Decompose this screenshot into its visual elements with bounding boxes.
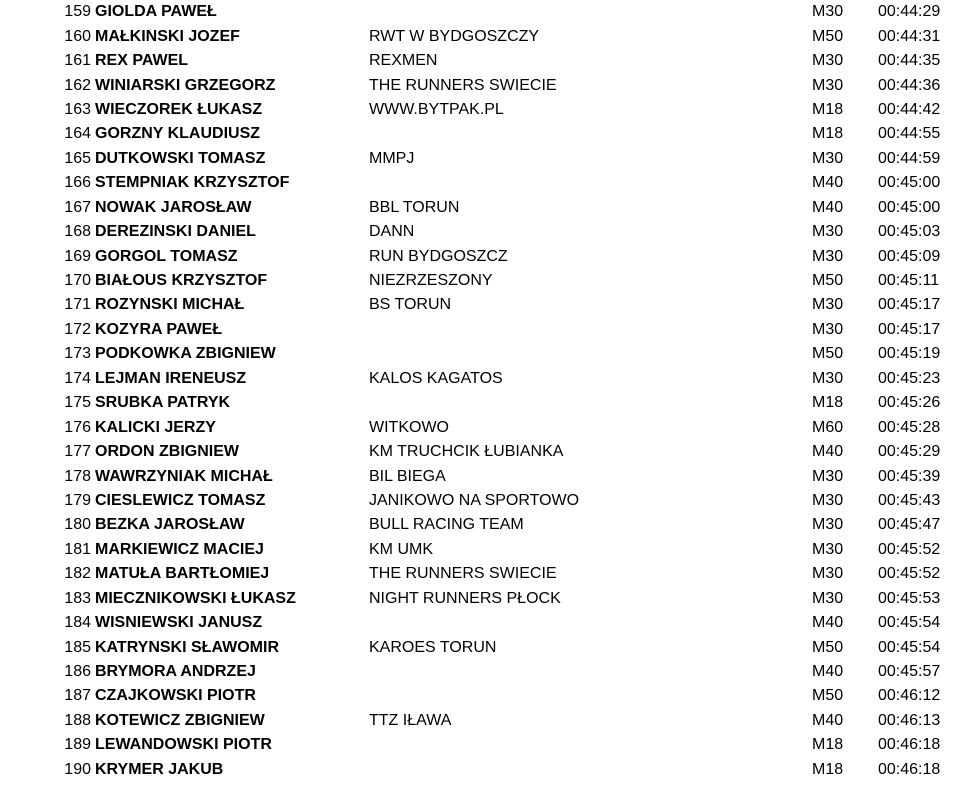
place-cell xyxy=(0,444,91,460)
place-cell xyxy=(0,615,91,631)
place-value: 168 xyxy=(64,224,91,241)
place-cell xyxy=(0,322,91,338)
place-value: 165 xyxy=(64,150,91,167)
table-row xyxy=(0,98,960,122)
table-row xyxy=(0,513,960,537)
place-cell xyxy=(0,53,91,69)
time-cell: 00:45:54 xyxy=(878,639,941,656)
runner-name-cell: WAWRZYNIAK MICHAŁ xyxy=(95,468,273,485)
runner-name-cell: WIECZOREK ŁUKASZ xyxy=(95,101,263,118)
table-row xyxy=(0,562,960,586)
time-cell: 00:45:43 xyxy=(878,492,941,509)
club-cell: JANIKOWO NA SPORTOWO xyxy=(369,492,580,509)
place-value: 172 xyxy=(64,321,91,338)
category-cell: M30 xyxy=(812,53,844,70)
time-cell: 00:45:23 xyxy=(878,370,941,387)
place-value: 173 xyxy=(64,346,91,363)
table-row xyxy=(0,660,960,684)
category-cell: M30 xyxy=(812,590,844,607)
time-cell: 00:45:26 xyxy=(878,395,941,412)
table-row xyxy=(0,49,960,73)
table-row xyxy=(0,489,960,513)
time-cell: 00:45:54 xyxy=(878,615,941,632)
runner-name-cell: CZAJKOWSKI PIOTR xyxy=(95,688,256,705)
category-cell: M30 xyxy=(812,468,844,485)
runner-name-cell: MAŁKIŃSKI JÓZEF xyxy=(95,28,240,45)
place-value: 182 xyxy=(64,566,91,583)
place-value: 186 xyxy=(64,664,91,681)
place-value: 179 xyxy=(64,492,91,509)
place-cell xyxy=(0,249,91,265)
table-row xyxy=(0,611,960,635)
runner-name-cell: BIAŁOUS KRZYSZTOF xyxy=(95,273,268,290)
club-cell: DANN xyxy=(369,224,415,241)
table-row xyxy=(0,758,960,782)
place-cell xyxy=(0,29,91,45)
table-row xyxy=(0,171,960,195)
table-row xyxy=(0,24,960,48)
time-cell: 00:46:12 xyxy=(878,688,941,705)
category-cell: M30 xyxy=(812,541,844,558)
place-cell xyxy=(0,664,91,680)
place-cell xyxy=(0,371,91,387)
time-cell: 00:45:00 xyxy=(878,199,941,216)
table-row xyxy=(0,196,960,220)
time-cell: 00:45:52 xyxy=(878,566,941,583)
place-cell xyxy=(0,469,91,485)
place-cell xyxy=(0,420,91,436)
category-cell: M30 xyxy=(812,321,844,338)
table-row xyxy=(0,440,960,464)
table-row xyxy=(0,464,960,488)
runner-name-cell: ŚRUBKA PATRYK xyxy=(95,395,231,412)
runner-name-cell: NOWAK JAROSŁAW xyxy=(95,199,252,216)
club-cell: BBL TORUŃ xyxy=(369,199,460,216)
category-cell: M18 xyxy=(812,101,844,118)
place-value: 169 xyxy=(64,248,91,265)
time-cell: 00:45:09 xyxy=(878,248,941,265)
runner-name-cell: MIECZNIKOWSKI ŁUKASZ xyxy=(95,590,296,607)
place-value: 177 xyxy=(64,444,91,461)
place-value: 187 xyxy=(64,688,91,705)
place-cell xyxy=(0,591,91,607)
club-cell: KAROES TORUŃ xyxy=(369,639,497,656)
runner-name-cell: KOTEWICZ ZBIGNIEW xyxy=(95,712,265,729)
club-cell: WWW.BYTPAK.PL xyxy=(369,101,504,118)
place-value: 163 xyxy=(64,101,91,118)
place-cell xyxy=(0,200,91,216)
place-cell xyxy=(0,102,91,118)
table-row xyxy=(0,391,960,415)
runner-name-cell: DEREZIŃSKI DANIEL xyxy=(95,224,256,241)
runner-name-cell: KALICKI JERZY xyxy=(95,419,216,436)
place-value: 174 xyxy=(64,370,91,387)
table-row xyxy=(0,244,960,268)
runner-name-cell: WIŚNIEWSKI JANUSZ xyxy=(95,615,263,632)
category-cell: M40 xyxy=(812,199,844,216)
runner-name-cell: ORDON ZBIGNIEW xyxy=(95,444,239,461)
place-value: 188 xyxy=(64,712,91,729)
time-cell: 00:46:13 xyxy=(878,712,941,729)
category-cell: M40 xyxy=(812,712,844,729)
category-cell: M50 xyxy=(812,346,844,363)
time-cell: 00:44:35 xyxy=(878,53,941,70)
place-cell xyxy=(0,517,91,533)
club-cell: RWT W BYDGOSZCZY xyxy=(369,28,540,45)
category-cell: M30 xyxy=(812,297,844,314)
time-cell: 00:45:19 xyxy=(878,346,941,363)
runner-name-cell: RÓŻYŃSKI MICHAŁ xyxy=(95,297,245,314)
place-value: 183 xyxy=(64,590,91,607)
place-cell xyxy=(0,224,91,240)
time-cell: 00:44:42 xyxy=(878,101,941,118)
place-cell xyxy=(0,640,91,656)
time-cell: 00:44:31 xyxy=(878,28,941,45)
table-row xyxy=(0,147,960,171)
club-cell: THE RUNNERS ŚWIECIE xyxy=(369,566,557,583)
runner-name-cell: BRYMORA ANDRZEJ xyxy=(95,664,256,681)
place-value: 185 xyxy=(64,639,91,656)
category-cell: M50 xyxy=(812,688,844,705)
category-cell: M30 xyxy=(812,370,844,387)
club-cell: BS TORUŃ xyxy=(369,297,452,314)
table-row xyxy=(0,709,960,733)
runner-name-cell: LEJMAN IRENEUSZ xyxy=(95,370,247,387)
table-row xyxy=(0,635,960,659)
table-row xyxy=(0,367,960,391)
club-cell: KM TRUCHCIK ŁUBIANKA xyxy=(369,444,564,461)
place-cell xyxy=(0,566,91,582)
place-value: 166 xyxy=(64,175,91,192)
runner-name-cell: CIEŚLEWICZ TOMASZ xyxy=(95,492,266,509)
place-cell xyxy=(0,688,91,704)
runner-name-cell: LEWANDOWSKI PIOTR xyxy=(95,737,272,754)
place-cell xyxy=(0,273,91,289)
category-cell: M30 xyxy=(812,248,844,265)
club-cell: NIEZRZESZONY xyxy=(369,273,493,290)
table-row xyxy=(0,538,960,562)
table-row xyxy=(0,318,960,342)
table-row xyxy=(0,0,960,24)
place-cell xyxy=(0,151,91,167)
club-cell: BIL BIEGA xyxy=(369,468,446,485)
table-row xyxy=(0,122,960,146)
table-row xyxy=(0,733,960,757)
club-cell: MMPJ xyxy=(369,150,415,167)
place-cell xyxy=(0,78,91,94)
category-cell: M30 xyxy=(812,566,844,583)
place-value: 160 xyxy=(64,28,91,45)
place-cell xyxy=(0,737,91,753)
runner-name-cell: BEZKA JAROSŁAW xyxy=(95,517,245,534)
category-cell: M50 xyxy=(812,639,844,656)
runner-name-cell: WINIARSKI GRZEGORZ xyxy=(95,77,276,94)
time-cell: 00:45:17 xyxy=(878,297,941,314)
place-value: 181 xyxy=(64,541,91,558)
place-cell xyxy=(0,4,91,20)
runner-name-cell: KATRYŃSKI SŁAWOMIR xyxy=(95,639,279,656)
table-row xyxy=(0,587,960,611)
time-cell: 00:45:52 xyxy=(878,541,941,558)
table-row xyxy=(0,220,960,244)
table-row xyxy=(0,73,960,97)
place-cell xyxy=(0,175,91,191)
table-row xyxy=(0,342,960,366)
time-cell: 00:46:18 xyxy=(878,737,941,754)
time-cell: 00:45:47 xyxy=(878,517,941,534)
time-cell: 00:45:39 xyxy=(878,468,941,485)
category-cell: M40 xyxy=(812,444,844,461)
category-cell: M30 xyxy=(812,492,844,509)
time-cell: 00:45:57 xyxy=(878,664,941,681)
table-row xyxy=(0,269,960,293)
category-cell: M30 xyxy=(812,224,844,241)
place-value: 170 xyxy=(64,273,91,290)
category-cell: M30 xyxy=(812,77,844,94)
table-row xyxy=(0,684,960,708)
time-cell: 00:44:36 xyxy=(878,77,941,94)
place-cell xyxy=(0,713,91,729)
place-value: 167 xyxy=(64,199,91,216)
place-cell xyxy=(0,126,91,142)
time-cell: 00:45:28 xyxy=(878,419,941,436)
runner-name-cell: REX PAWEL xyxy=(95,53,189,70)
place-value: 176 xyxy=(64,419,91,436)
club-cell: NIGHT RUNNERS PŁOCK xyxy=(369,590,561,607)
category-cell: M18 xyxy=(812,126,844,143)
table-row xyxy=(0,415,960,439)
time-cell: 00:46:18 xyxy=(878,761,941,778)
runner-name-cell: PODKÓWKA ZBIGNIEW xyxy=(95,346,276,363)
runner-name-cell: MARKIEWICZ MACIEJ xyxy=(95,541,264,558)
time-cell: 00:45:03 xyxy=(878,224,941,241)
place-value: 171 xyxy=(64,297,91,314)
time-cell: 00:45:29 xyxy=(878,444,941,461)
time-cell: 00:45:11 xyxy=(878,273,940,290)
place-value: 164 xyxy=(64,126,91,143)
place-cell xyxy=(0,762,91,778)
category-cell: M60 xyxy=(812,419,844,436)
time-cell: 00:45:53 xyxy=(878,590,941,607)
place-value: 161 xyxy=(64,53,91,70)
club-cell: BULL RACING TEAM xyxy=(369,517,524,534)
place-value: 190 xyxy=(64,761,91,778)
place-cell xyxy=(0,297,91,313)
club-cell: WITKOWO xyxy=(369,419,449,436)
place-cell xyxy=(0,542,91,558)
club-cell: TTZ IŁAWA xyxy=(369,712,452,729)
category-cell: M40 xyxy=(812,175,844,192)
category-cell: M30 xyxy=(812,517,844,534)
category-cell: M18 xyxy=(812,737,844,754)
club-cell: KM UMK xyxy=(369,541,433,558)
place-value: 159 xyxy=(64,4,91,21)
runner-name-cell: KRYMER JAKUB xyxy=(95,761,224,778)
place-cell xyxy=(0,493,91,509)
runner-name-cell: DUTKOWSKI TOMASZ xyxy=(95,150,266,167)
time-cell: 00:45:00 xyxy=(878,175,941,192)
category-cell: M30 xyxy=(812,4,844,21)
place-value: 189 xyxy=(64,737,91,754)
place-value: 184 xyxy=(64,615,91,632)
time-cell: 00:44:29 xyxy=(878,4,941,21)
time-cell: 00:44:59 xyxy=(878,150,941,167)
club-cell: RUN BYDGOSZCZ xyxy=(369,248,508,265)
runner-name-cell: GIOLDA PAWEŁ xyxy=(95,4,217,21)
club-cell: THE RUNNERS ŚWIECIE xyxy=(369,77,557,94)
category-cell: M30 xyxy=(812,150,844,167)
category-cell: M50 xyxy=(812,28,844,45)
club-cell: REXMEN xyxy=(369,53,438,70)
runner-name-cell: GÓRZNY KLAUDIUSZ xyxy=(95,126,261,143)
club-cell: KALOS KAGATOS xyxy=(369,370,503,387)
place-value: 178 xyxy=(64,468,91,485)
runner-name-cell: STEMPNIAK KRZYSZTOF xyxy=(95,175,290,192)
runner-name-cell: GORGOL TOMASZ xyxy=(95,248,238,265)
place-cell xyxy=(0,395,91,411)
place-value: 162 xyxy=(64,77,91,94)
category-cell: M18 xyxy=(812,761,844,778)
runner-name-cell: KOZYRA PAWEŁ xyxy=(95,321,223,338)
category-cell: M40 xyxy=(812,615,844,632)
time-cell: 00:45:17 xyxy=(878,321,941,338)
category-cell: M50 xyxy=(812,273,844,290)
category-cell: M40 xyxy=(812,664,844,681)
runner-name-cell: MATUŁA BARTŁOMIEJ xyxy=(95,566,270,583)
place-value: 180 xyxy=(64,517,91,534)
place-cell xyxy=(0,346,91,362)
category-cell: M18 xyxy=(812,395,844,412)
place-value: 175 xyxy=(64,395,91,412)
table-row xyxy=(0,293,960,317)
time-cell: 00:44:55 xyxy=(878,126,941,143)
